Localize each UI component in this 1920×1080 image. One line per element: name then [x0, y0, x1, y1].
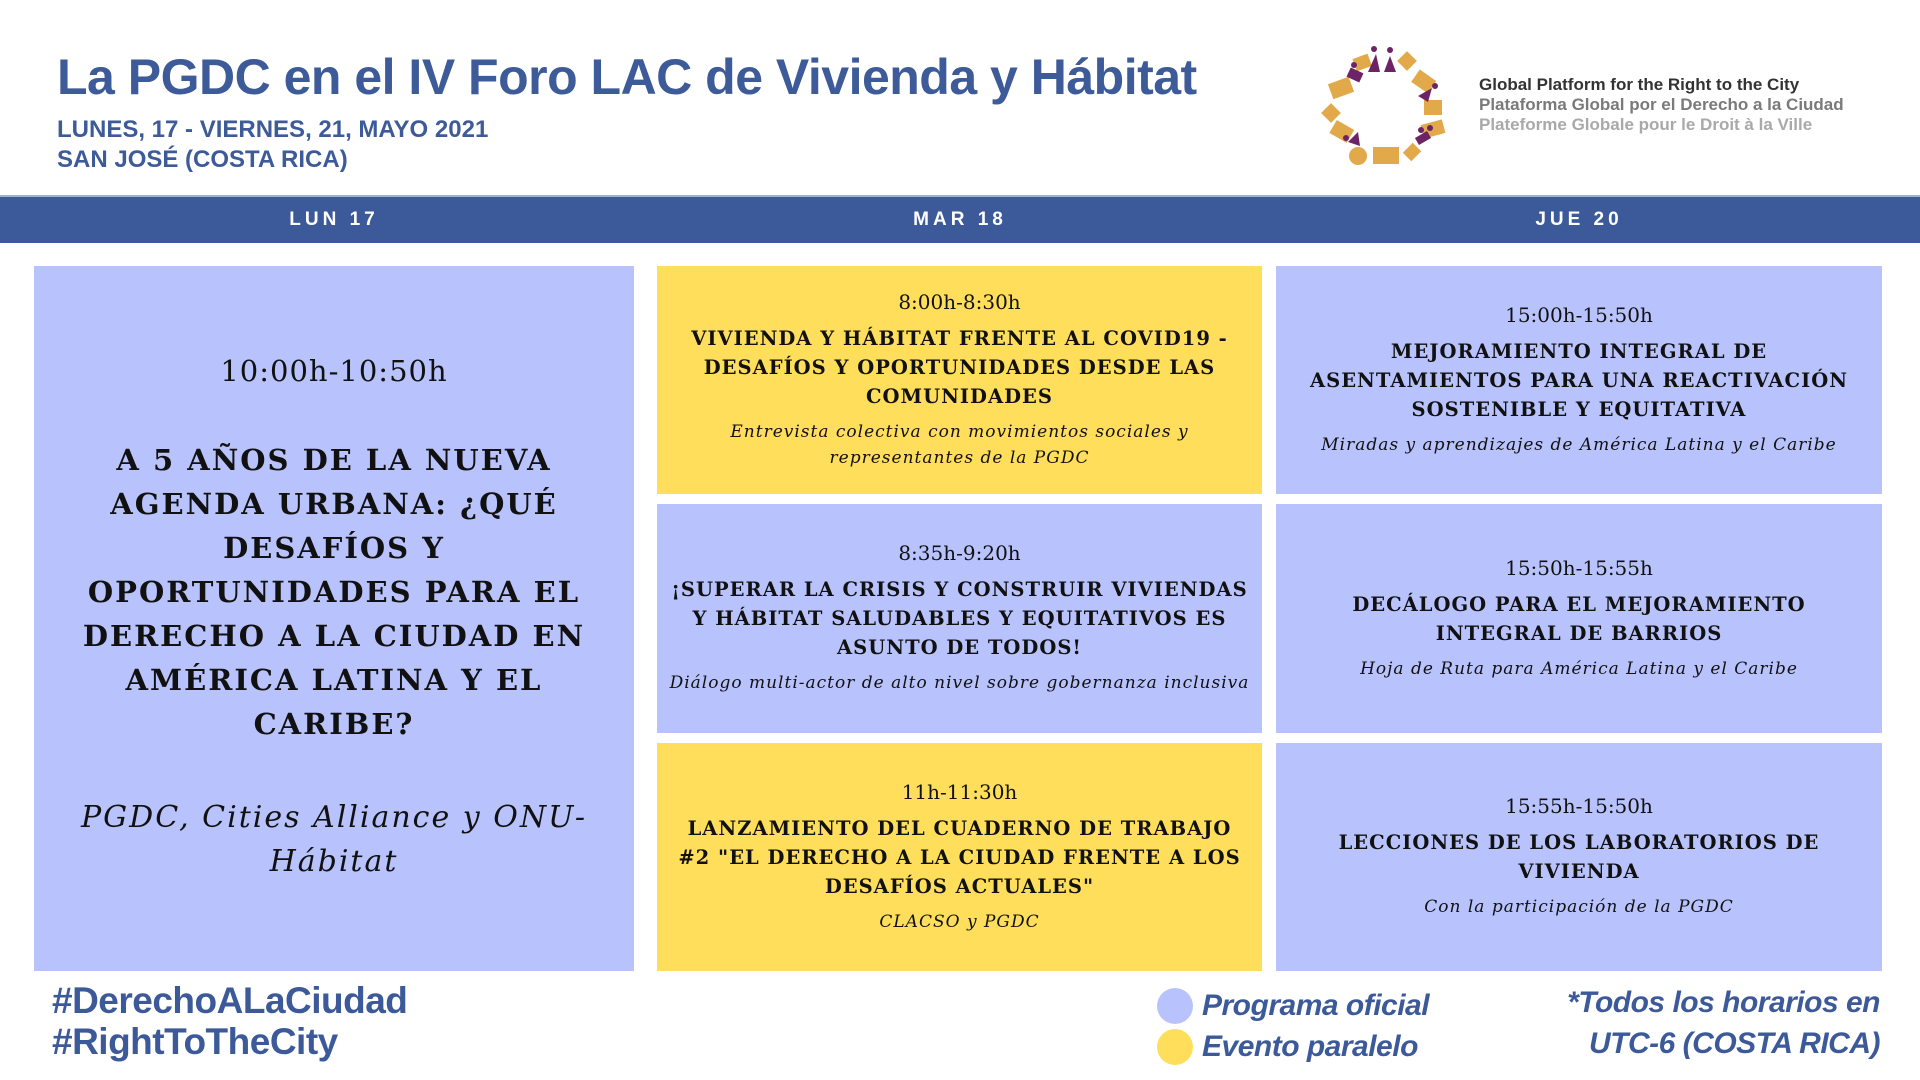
day-label-jue-20: JUE 20 — [1535, 209, 1623, 230]
event-time: 15:50h-15:55h — [1505, 555, 1653, 580]
legend-label: Programa oficial — [1202, 988, 1430, 1022]
official-dot-icon — [1157, 988, 1193, 1024]
timezone-line-2: UTC-6 (COSTA RICA) — [1589, 1027, 1880, 1060]
pgdc-logo-text — [1479, 75, 1844, 135]
page-title: La PGDC en el IV Foro LAC de Vivienda y Hábitat — [57, 49, 1197, 105]
event-card-jue20-1 — [1276, 266, 1882, 494]
event-title: LECCIONES DE LOS LABORATORIOS DE VIVIENDA — [1338, 831, 1820, 883]
timezone-line-1: *Todos los horarios en — [1567, 986, 1880, 1019]
event-dates: LUNES, 17 - VIERNES, 21, MAYO 2021 — [57, 116, 489, 143]
day-label-mar-18: MAR 18 — [913, 209, 1007, 230]
event-card-mar18-2 — [657, 504, 1262, 733]
event-title: DECÁLOGO PARA EL MEJORAMIENTO INTEGRAL DE BARRIOS — [1352, 592, 1806, 645]
event-time: 15:00h-15:50h — [1505, 302, 1653, 327]
hashtags — [52, 980, 407, 1062]
event-time: 11h-11:30h — [901, 779, 1018, 804]
event-subtitle: Entrevista colectiva con movimientos sociales y representantes de la PGDC — [730, 421, 1189, 468]
event-card-mar18-1 — [657, 266, 1262, 494]
parallel-dot-icon — [1157, 1029, 1193, 1065]
event-subtitle: Miradas y aprendizajes de América Latina y el Caribe — [1321, 434, 1837, 455]
legend — [1157, 985, 1429, 1067]
day-label-lun-17: LUN 17 — [289, 209, 379, 230]
timezone-note — [1567, 982, 1880, 1064]
event-time: 8:35h-9:20h — [898, 541, 1021, 565]
event-time: 8:00h-8:30h — [898, 289, 1021, 314]
event-subtitle: Con la participación de la PGDC — [1424, 897, 1734, 917]
day-header-bar — [0, 195, 1920, 243]
event-card-jue20-2 — [1276, 504, 1882, 733]
event-time: 15:55h-15:50h — [1505, 794, 1653, 818]
logo-line-en: Global Platform for the Right to the City — [1479, 75, 1800, 94]
hashtag-derecho-a-la-ciudad: #DerechoALaCiudad — [52, 980, 408, 1021]
event-subtitle: Hoja de Ruta para América Latina y el Caribe — [1360, 658, 1798, 679]
event-title: LANZAMIENTO DEL CUADERNO DE TRABAJO #2 "EL DERECHO A LA CIUDAD FRENTE A LOS DESAFÍOS ACTUALES" — [678, 816, 1241, 898]
event-title: VIVIENDA Y HÁBITAT FRENTE AL COVID19 - DESAFÍOS Y OPORTUNIDADES DESDE LAS COMUNIDADES — [691, 326, 1228, 408]
event-subtitle: PGDC, Cities Alliance y ONU-Hábitat — [80, 799, 587, 879]
event-subtitle: CLACSO y PGDC — [879, 911, 1040, 932]
event-title: MEJORAMIENTO INTEGRAL DE ASENTAMIENTOS PARA UNA REACTIVACIÓN SOSTENIBLE Y EQUITATIVA — [1309, 339, 1849, 421]
legend-label: Evento paralelo — [1202, 1029, 1418, 1063]
logo-line-fr: Plateforme Globale pour le Droit à la Ville — [1479, 115, 1813, 134]
event-card-mar18-3 — [657, 743, 1262, 971]
event-subtitle: Diálogo multi-actor de alto nivel sobre gobernanza inclusiva — [669, 673, 1250, 693]
event-location: SAN JOSÉ (COSTA RICA) — [57, 146, 348, 173]
event-time: 10:00h-10:50h — [220, 353, 448, 388]
event-title: ¡SUPERAR LA CRISIS Y CONSTRUIR VIVIENDAS Y HÁBITAT SALUDABLES Y EQUITATIVOS ES ASUNTO DE TODOS! — [671, 578, 1248, 659]
event-card-jue20-3 — [1276, 743, 1882, 971]
legend-item-official — [1157, 985, 1429, 1026]
hashtag-right-to-the-city: #RightToTheCity — [52, 1021, 338, 1062]
logo-line-es: Plataforma Global por el Derecho a la Ciudad — [1479, 95, 1844, 114]
legend-item-parallel — [1157, 1026, 1429, 1067]
pgdc-circle-logo-icon — [1318, 44, 1448, 174]
event-title: A 5 AÑOS DE LA NUEVA AGENDA URBANA: ¿QUÉ DESAFÍOS Y OPORTUNIDADES PARA EL DERECHO A LA CIUDAD EN AMÉRICA LATINA Y EL CARIBE? — [82, 442, 586, 741]
event-card-lun17-1 — [34, 266, 634, 971]
